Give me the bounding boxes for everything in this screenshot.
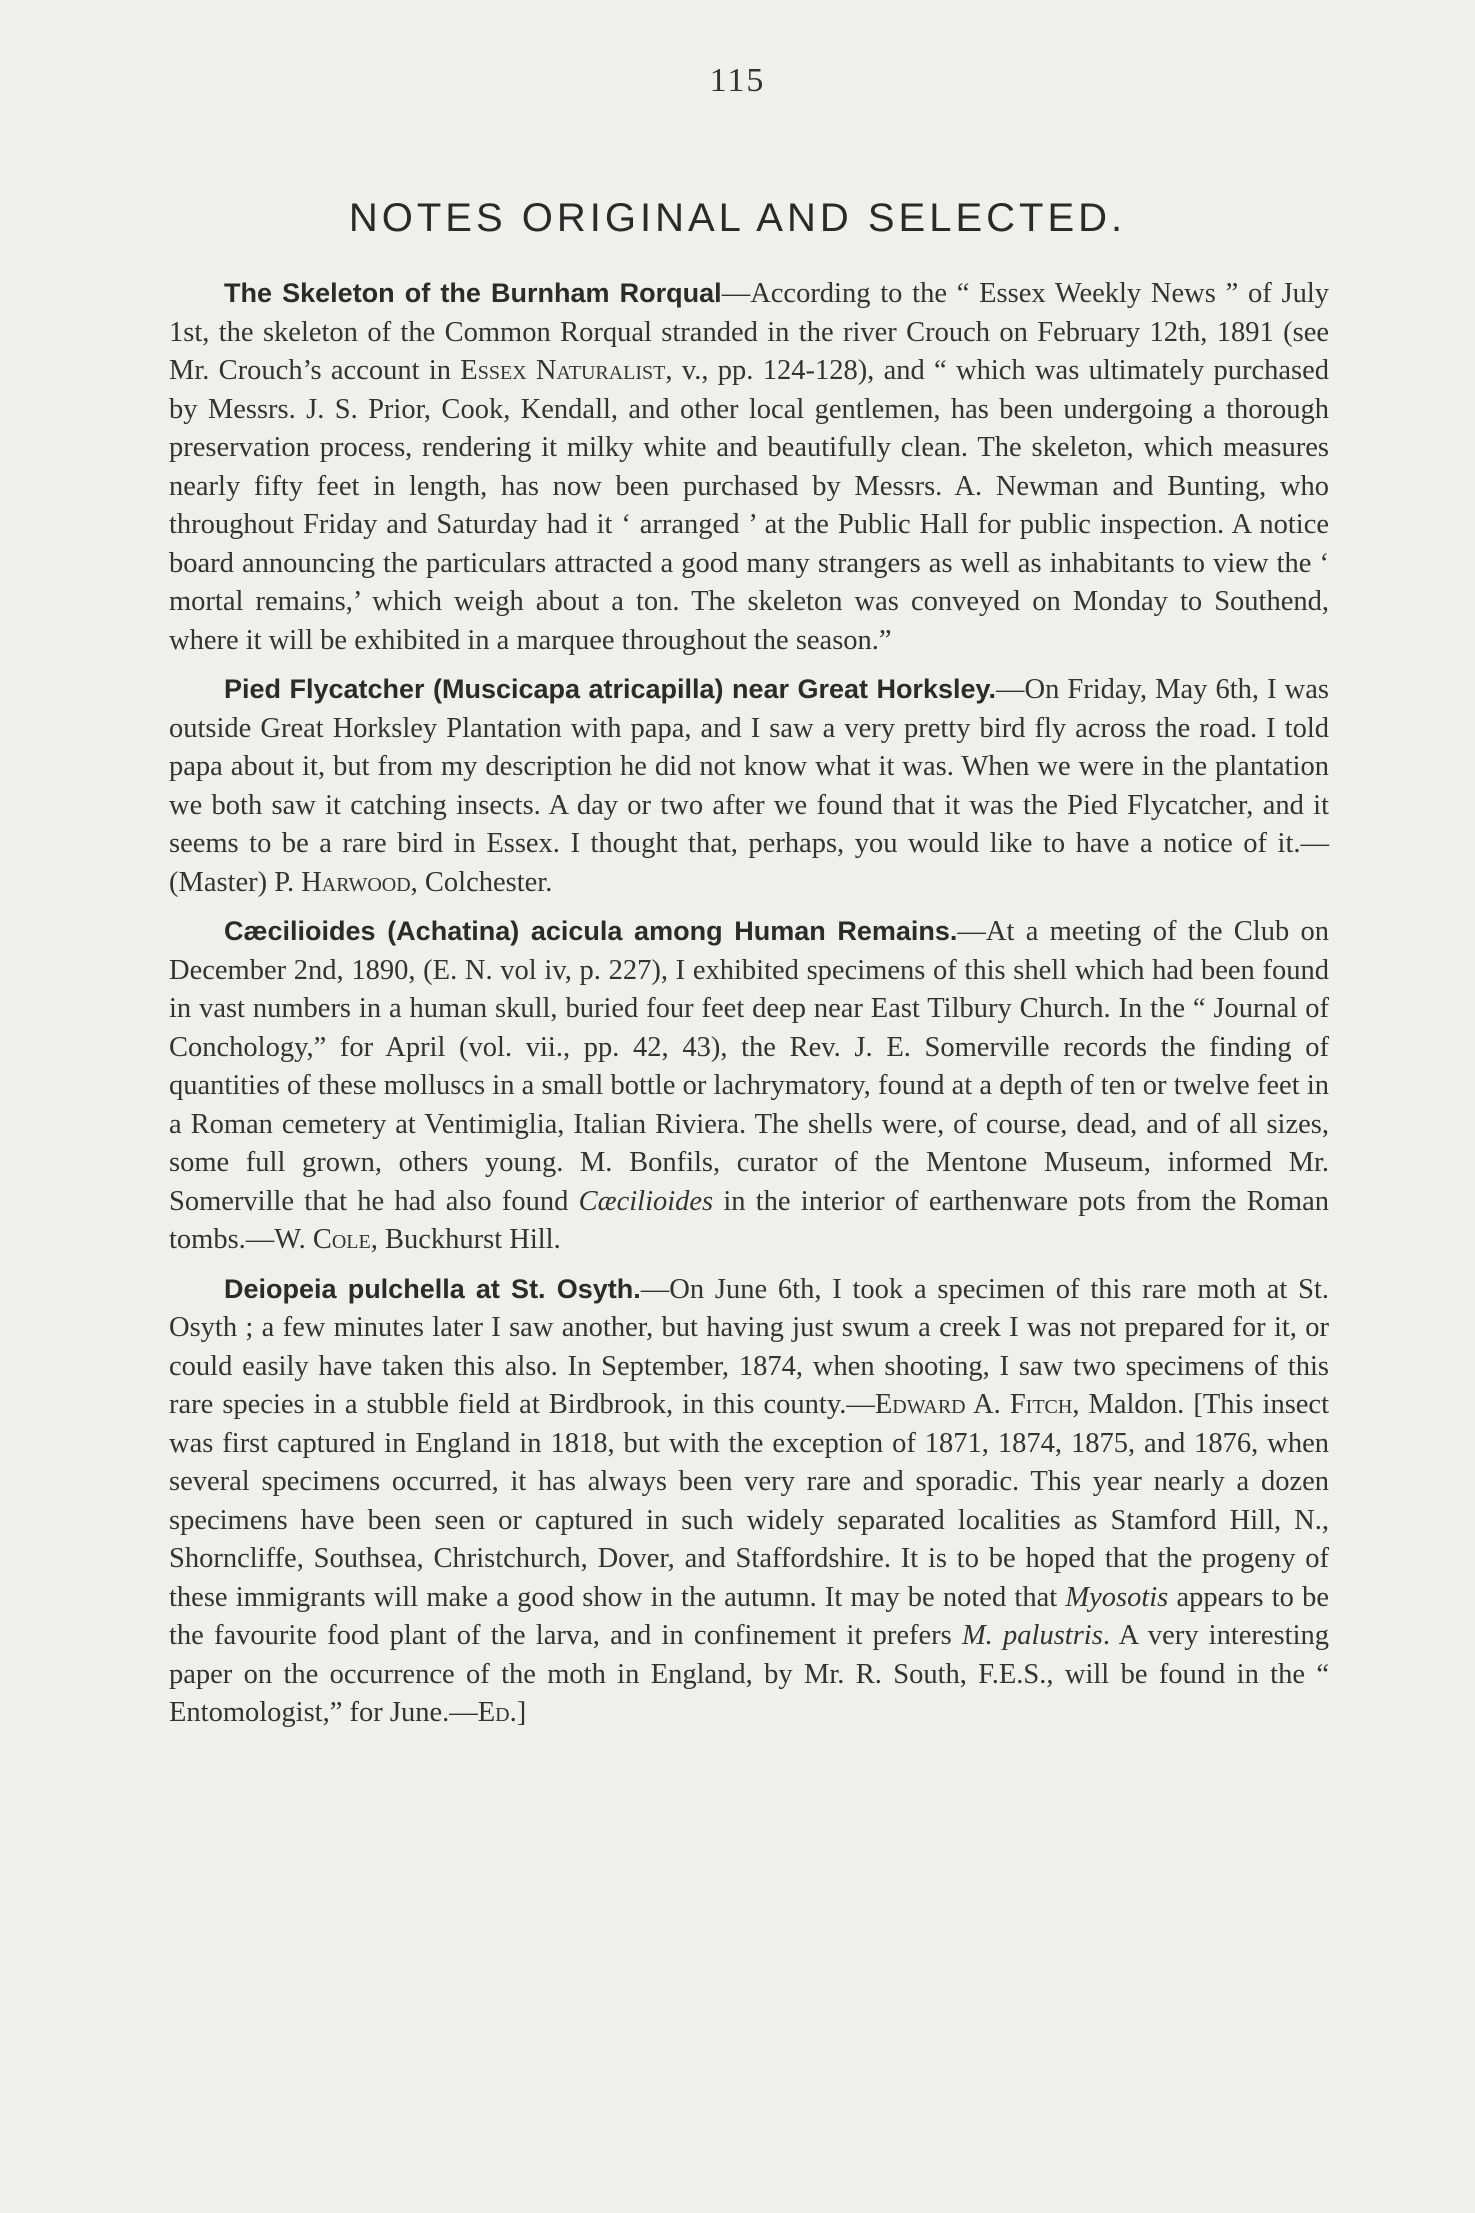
note-text: , Buckhurst Hill. bbox=[370, 1224, 561, 1255]
species-name: Myosotis bbox=[1065, 1581, 1169, 1613]
note-heading: Pied Flycatcher (Muscicapa atricapilla) near Great Horksley. bbox=[224, 674, 997, 704]
note-heading: Deiopeia pulchella at St. Osyth. bbox=[224, 1273, 641, 1304]
notes-body bbox=[169, 274, 1329, 1743]
author-name: Cole bbox=[312, 1224, 371, 1255]
author-name: Edward A. Fitch bbox=[874, 1389, 1073, 1420]
note-text: ] bbox=[516, 1697, 527, 1728]
species-name: M. palustris bbox=[961, 1620, 1103, 1651]
species-name: Cæcilioides bbox=[578, 1185, 714, 1217]
note-text: , v., pp. 124-128), and “ which was ultimately purchased by Messrs. J. S. Prior, Cook, Kendall, and other local gentlemen, has been undergoing a thorough preservation process, rendering it milky white and beautifully clean. The skeleton, which measures nearly fifty feet in length, has now been purchased by Messrs. A. Newman and Bunting, who throughout Friday and Saturday had it ‘ arranged ’ at the Public Hall for public inspection. A notice board announcing the particulars attracted a good many strangers as well as inhabitants to view the ‘ mortal remains,’ which weigh about a ton. The skeleton was conveyed on Monday to Southend, where it will be exhibited in a marquee throughout the season.” bbox=[169, 355, 1329, 656]
note-caecilioides bbox=[169, 912, 1329, 1260]
note-text: appears to be the favourite food plant of the larva, and in confinement it prefers bbox=[169, 1581, 1329, 1651]
page-title: NOTES ORIGINAL AND SELECTED. bbox=[348, 196, 1127, 240]
note-text: —On June 6th, I took a specimen of this rare moth at St. Osyth ; a few minutes later I saw another, but having just swum a creek I was not prepared for it, or could easily have taken this also. In September, 1874, when shooting, I saw two specimens of this rare species in a stubble field at Birdbrook, in this county.— bbox=[169, 1273, 1329, 1420]
note-pied-flycatcher bbox=[169, 670, 1329, 902]
author-name: Harwood bbox=[301, 866, 411, 898]
note-heading: Cæcilioides (Achatina) acicula among Human Remains. bbox=[224, 916, 958, 946]
editor-name: Ed. bbox=[477, 1697, 517, 1728]
note-text: , Colchester. bbox=[410, 866, 553, 898]
note-deiopeia-pulchella bbox=[169, 1270, 1329, 1733]
page-number: 115 bbox=[709, 62, 766, 99]
note-text: , Maldon. [This insect was first captured in England in 1818, but with the exception of 1871, 1874, 1875, and 1876, when several specimens occurred, it has always been very rare and sporadic. This year nearly a dozen specimens have been seen or captured in such widely separated localities as Stamford Hill, N., Shorncliffe, Southsea, Christchurch, Dover, and Staffordshire. It is to be hoped that the progeny of these immigrants will make a good show in the autumn. It may be noted that bbox=[169, 1389, 1330, 1613]
note-text: —On Friday, May 6th, I was outside Great Horksley Plantation with papa, and I saw a very pretty bird fly across the road. I told papa about it, but from my description he did not know what it was. When we were in the plantation we both saw it catching insects. A day or two after we found that it was the Pied Flycatcher, and it seems to be a rare bird in Essex. I thought that, perhaps, you would like to have a notice of it.—(Master) P. bbox=[169, 674, 1329, 898]
note-text: . A very interesting paper on the occurrence of the moth in England, by Mr. R. South, F.E.S., will be found in the “ Entomologist,” for June.— bbox=[169, 1620, 1329, 1728]
note-text: —At a meeting of the Club on December 2nd, 1890, (E. N. vol iv, p. 227), I exhibited specimens of this shell which had been found in vast numbers in a human skull, buried four feet deep near East Tilbury Church. In the “ Journal of Conchology,” for April (vol. vii., pp. 42, 43), the Rev. J. E. Somerville records the finding of quantities of these molluscs in a small bottle or lachrymatory, found at a depth of ten or twelve feet in a Roman cemetery at Ventimiglia, Italian Riviera. The shells were, of course, dead, and of all sizes, some full grown, others young. M. Bonfils, curator of the Mentone Museum, informed Mr. Somerville that he had also found bbox=[169, 916, 1329, 1217]
note-text: —According to the “ Essex Weekly News ” of July 1st, the skeleton of the Common Rorqual stranded in the river Crouch on February 12th, 1891 (see Mr. Crouch’s account in bbox=[169, 278, 1329, 386]
journal-name: Essex Naturalist bbox=[460, 355, 666, 386]
note-text: in the interior of earthenware pots from the Roman tombs.—W. bbox=[169, 1185, 1330, 1255]
note-heading: The Skeleton of the Burnham Rorqual bbox=[224, 278, 722, 308]
note-burnham-rorqual bbox=[169, 274, 1329, 660]
